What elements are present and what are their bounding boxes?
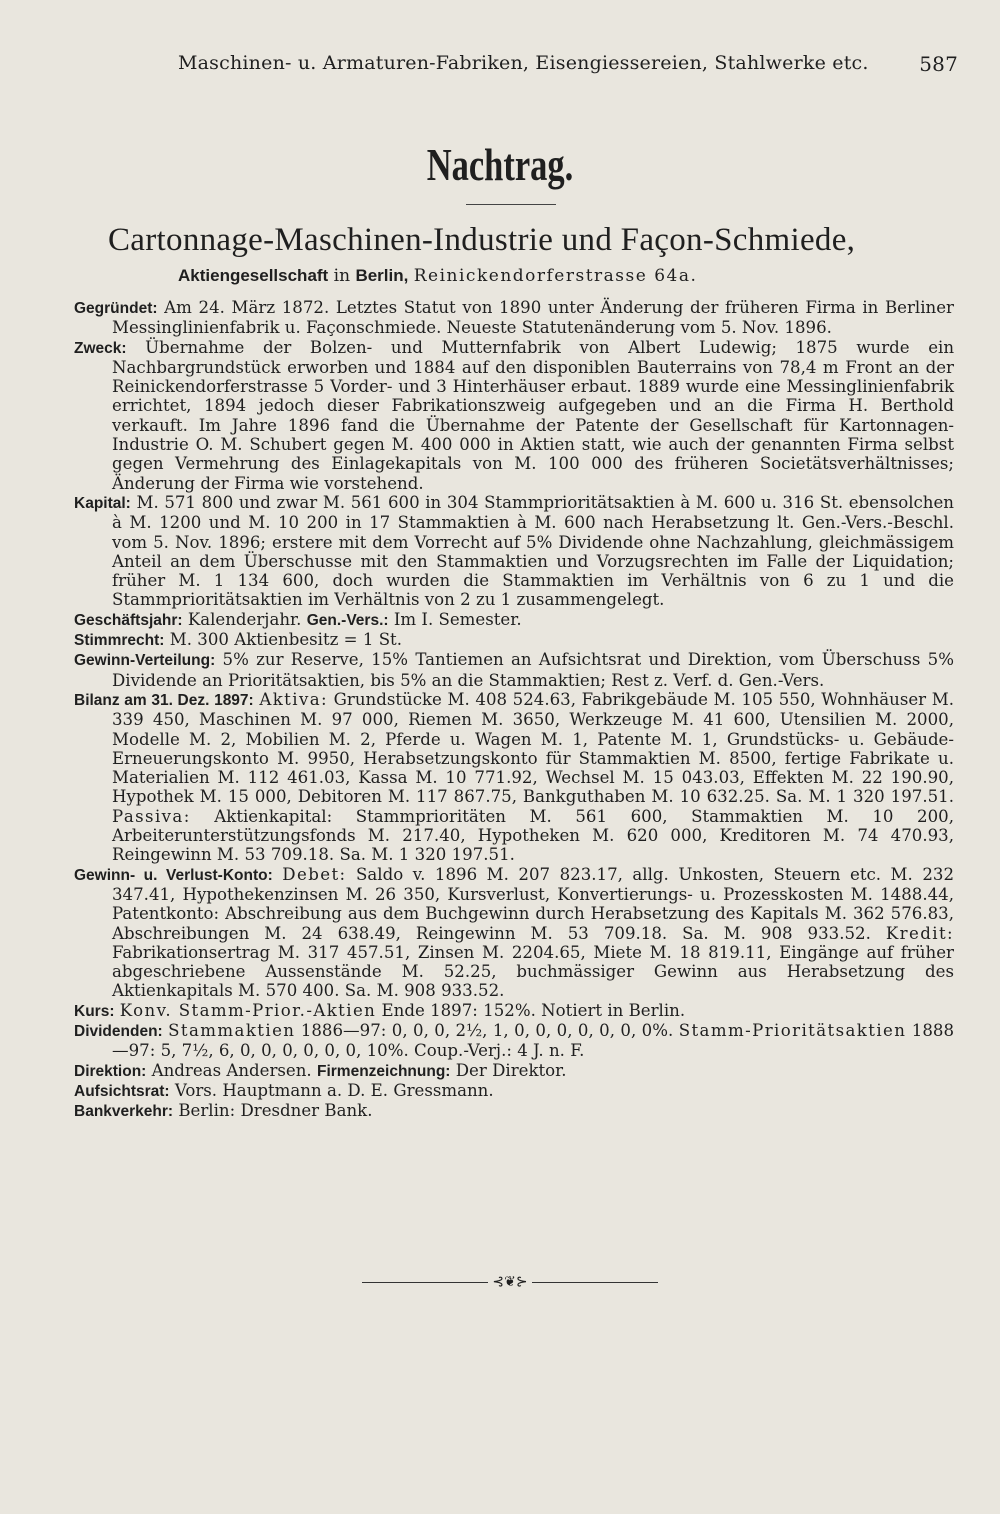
- entry-text: Kalenderjahr.: [187, 609, 302, 629]
- entry-subheading-secondary: Passiva:: [112, 806, 191, 826]
- company-in: in: [333, 266, 351, 286]
- entry-text: Andreas Andersen.: [151, 1060, 312, 1080]
- entry-text: Grundstücke M. 408 524.63, Fabrikgebäude M. 105 550, Wohnhäuser M. 339 450, Maschinen M. 97 000, Riemen M. 3650, Werkzeuge M. 41 600, Utensilien M. 2000, Modelle M. 2, Mobilien M. 2, Pferde u. Wagen M. 1, Patente M. 1, Grundstücks- u. Gebäude-Erneuerungskonto M. 9950, Herabsetzungskonto für Stammaktien M. 8500, fertige Fabrikate u. Materialien M. 112 461.03, Kassa M. 10 771.92, Wechsel M. 15 043.03, Effekten M. 22 190.90, Hypothek M. 15 000, Debitoren M. 117 867.75, Bankguthaben M. 10 632.25. Sa. M. 1 320 197.51.: [112, 689, 954, 807]
- entry-text: Vors. Hauptmann a. D. E. Gressmann.: [174, 1080, 494, 1100]
- end-ornament: [362, 1274, 658, 1290]
- entry-gewinn-verlust: [74, 865, 954, 1001]
- entry-text: M. 571 800 und zwar M. 561 600 in 304 Stammprioritätsaktien à M. 600 u. 316 St. ebensolchen à M. 1200 und M. 10 200 in 17 Stammaktien à M. 600 nach Herabsetzung lt. Gen.-Vers.-Beschl. vom 5. Nov. 1896; erstere mit dem Vorrecht auf 5% Dividende ohne Nachzahlung, gleichmässigem Anteil an dem Überschusse mit den Stammaktien und Vorzugsrechten im Falle der Liquidation; früher M. 1 134 600, doch wurden die Stammaktien im Verhältnis von 6 zu 1 und die Stammprioritätsaktien im Verhältnis von 2 zu 1 zusammengelegt.: [112, 492, 954, 610]
- entry-subheading: Debet:: [282, 864, 347, 884]
- company-title: Cartonnage-Maschinen-Industrie und Façon-Schmiede,: [108, 222, 856, 258]
- entry-text-secondary: Im I. Semester.: [393, 609, 522, 629]
- entry-geschaeftsjahr: [74, 610, 954, 630]
- entry-label: Zweck:: [74, 339, 127, 357]
- entry-label-secondary: Gen.-Vers.:: [306, 611, 389, 629]
- company-address: Reinickendorferstrasse 64a.: [413, 266, 698, 286]
- entry-text: 5% zur Reserve, 15% Tantiemen an Aufsichtsrat und Direktion, vom Überschuss 5% Dividende an Prioritätsaktien, bis 5% an die Stammaktien; Rest z. Verf. d. Gen.-Vers.: [112, 650, 954, 690]
- entry-bankverkehr: [74, 1101, 954, 1121]
- entry-text-secondary: Fabrikationsertrag M. 317 457.51, Zinsen M. 2204.65, Miete M. 18 819.11, Eingänge auf früher abgeschriebene Aussenstände M. 52.25, buchmässiger Gewinn aus Herabsetzung des Aktienkapitals M. 570 400. Sa. M. 908 933.52.: [112, 942, 954, 1001]
- company-type: Aktiengesellschaft: [178, 266, 329, 285]
- entry-aufsichtsrat: [74, 1081, 954, 1101]
- entry-text: Übernahme der Bolzen- und Mutternfabrik von Albert Ludewig; 1875 wurde ein Nachbargrundstück erworben und 1884 auf den disponiblen Bauterrains von 78,4 m Front an der Reinickendorferstrasse 5 Vorder- und 3 Hinterhäuser erbaut. 1889 wurde eine Messinglinienfabrik errichtet, 1894 jedoch dieser Fabrikationszweig aufgegeben und an die Firma H. Berthold verkauft. Im Jahre 1896 fand die Übernahme der Patente der Gesellschaft für Kartonnagen-Industrie O. M. Schubert gegen M. 400 000 in Aktien statt, wie auch der genannten Firma selbst gegen Vermehrung des Einlagekapitals von M. 100 000 des früheren Societätsverhältnisses; Änderung der Firma wie vorstehend.: [112, 337, 955, 493]
- entry-text: Am 24. März 1872. Letztes Statut von 1890 unter Änderung der früheren Firma in Berliner Messinglinienfabrik u. Façonschmiede. Neueste Statutenänderung vom 5. Nov. 1896.: [112, 298, 954, 338]
- entry-text-secondary: Aktienkapital: Stammprioritäten M. 561 600, Stammaktien M. 10 200, Arbeiterunterstützungsfonds M. 217.40, Hypotheken M. 620 000, Kreditoren M. 74 470.93, Reingewinn M. 53 709.18. Sa. M. 1 320 197.51.: [112, 806, 954, 865]
- entry-list: [74, 298, 954, 1121]
- entry-label: Gegründet:: [74, 300, 158, 317]
- entry-kurs: [74, 1001, 954, 1021]
- entry-subheading: Aktiva:: [259, 689, 329, 709]
- entry-kapital: [74, 493, 954, 610]
- title-divider: [466, 204, 556, 205]
- entry-text-secondary: 1888—97: 5, 7½, 6, 0, 0, 0, 0, 0, 0, 10%. Coup.-Verj.: 4 J. n. F.: [112, 1020, 955, 1061]
- entry-subheading-secondary: Stamm-Prioritätsaktien: [678, 1020, 907, 1040]
- running-header: [178, 52, 958, 74]
- entry-text: 1886—97: 0, 0, 0, 2½, 1, 0, 0, 0, 0, 0, 0, 0%.: [300, 1020, 674, 1040]
- entry-bilanz: [74, 690, 954, 865]
- entry-label: Bankverkehr:: [74, 1103, 174, 1121]
- entry-dividenden: [74, 1021, 954, 1061]
- entry-direktion: [74, 1061, 954, 1081]
- entry-label: Kurs:: [74, 1002, 115, 1020]
- entry-zweck: [74, 338, 954, 493]
- entry-label: Gewinn- u. Verlust-Konto:: [74, 866, 273, 884]
- section-title: Nachtrag.: [426, 139, 574, 190]
- entry-label: Gewinn-Verteilung:: [74, 652, 216, 670]
- company-city: Berlin,: [355, 266, 409, 285]
- entry-label: Aufsichtsrat:: [74, 1082, 170, 1100]
- entry-subheading: Konv. Stamm-Prior.-Aktien: [119, 1000, 377, 1020]
- entry-label: Bilanz am 31. Dez. 1897:: [74, 691, 254, 709]
- entry-gegruendet: [74, 298, 954, 338]
- ornament-rule-left: [362, 1282, 488, 1283]
- entry-text: Saldo v. 1896 M. 207 823.17, allg. Unkosten, Steuern etc. M. 232 347.41, Hypothekenzinsen M. 26 350, Kursverlust, Konvertierungs- u. Prozesskosten M. 1488.44, Patentkonto: Abschreibung aus dem Buchgewinn durch Herabsetzung des Kapitals M. 362 576.83, Abschreibungen M. 24 638.49, Reingewinn M. 53 709.18. Sa. M. 908 933.52.: [112, 864, 955, 943]
- entry-stimmrecht: [74, 630, 954, 650]
- entry-label: Geschäftsjahr:: [74, 611, 183, 629]
- ornament-rule-right: [532, 1282, 658, 1283]
- company-subtitle: [178, 266, 938, 286]
- fleuron-icon: ⊰❦⊱: [492, 1274, 528, 1290]
- entry-label: Stimmrecht:: [74, 632, 165, 650]
- entry-text: Berlin: Dresdner Bank.: [178, 1101, 373, 1121]
- entry-text: Ende 1897: 152%. Notiert in Berlin.: [381, 1000, 686, 1020]
- entry-label: Direktion:: [74, 1062, 147, 1080]
- entry-label: Kapital:: [74, 494, 131, 512]
- entry-subheading-secondary: Kredit:: [885, 923, 954, 943]
- entry-label: Dividenden:: [74, 1022, 163, 1040]
- entry-text-secondary: Der Direktor.: [455, 1060, 567, 1080]
- entry-gewinn-verteilung: [74, 650, 954, 690]
- entry-subheading: Stammaktien: [168, 1020, 296, 1040]
- page-number: 587: [919, 52, 958, 76]
- running-title: Maschinen- u. Armaturen-Fabriken, Eisengiessereien, Stahlwerke etc.: [178, 52, 869, 74]
- entry-text: M. 300 Aktienbesitz = 1 St.: [169, 630, 402, 650]
- entry-label-secondary: Firmenzeichnung:: [316, 1062, 451, 1080]
